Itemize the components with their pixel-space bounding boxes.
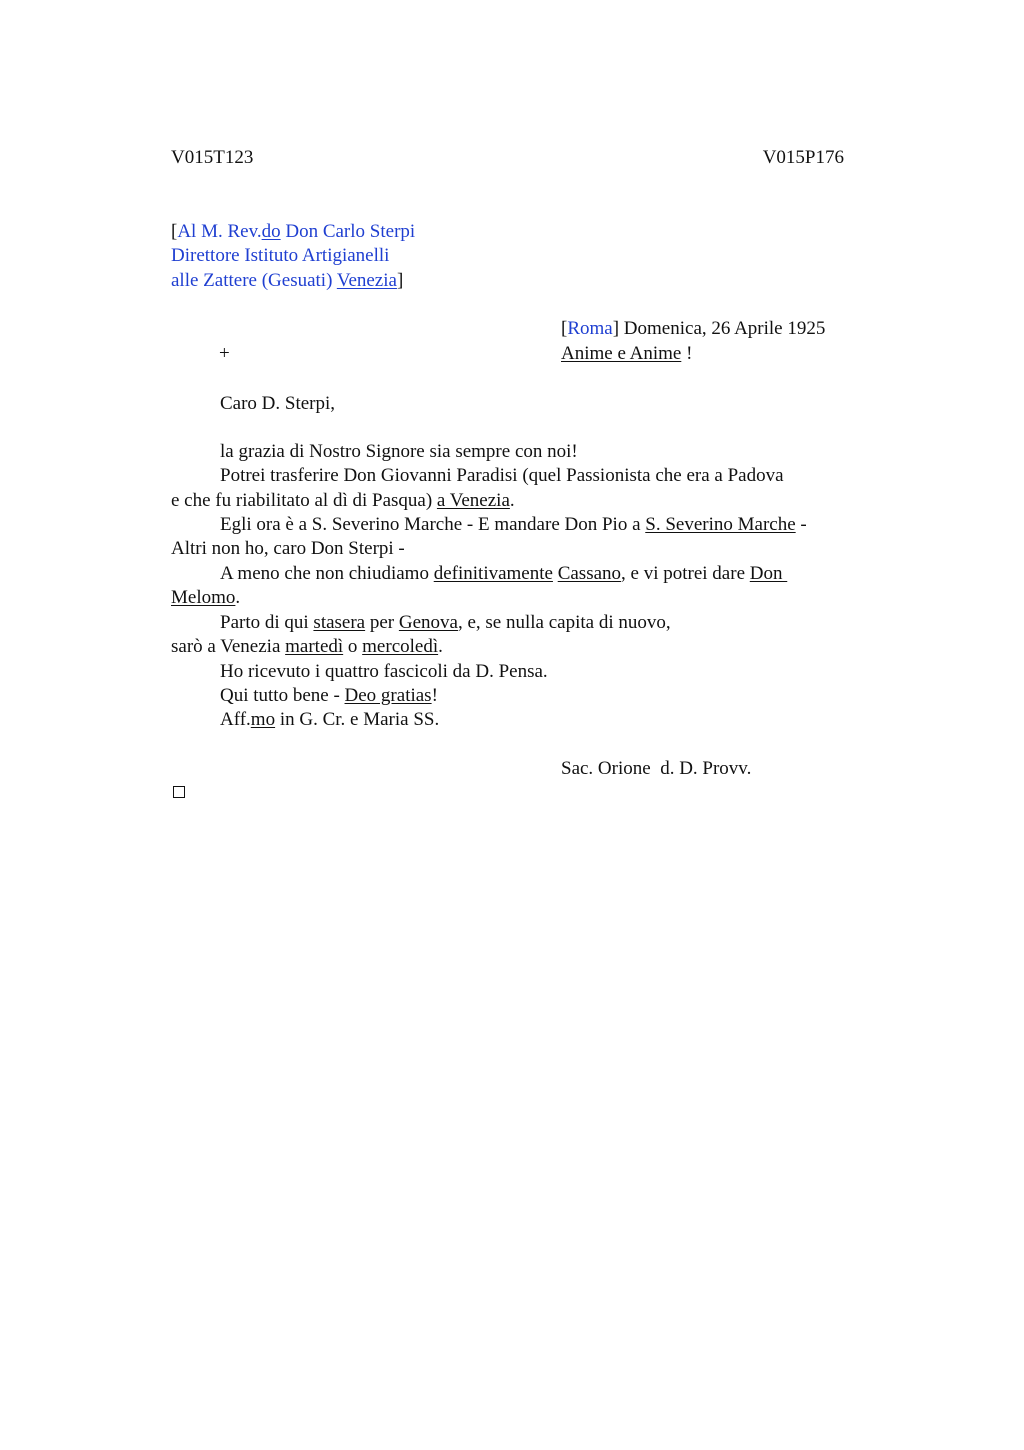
- address-line-2: Direttore Istituto Artigianelli: [171, 245, 390, 266]
- address-line-3: alle Zattere (Gesuati) Venezia]: [171, 270, 404, 291]
- document-code-right: V015P176: [762, 147, 844, 168]
- body-line: Qui tutto bene - Deo gratias!: [220, 685, 438, 706]
- body-line: Parto di qui stasera per Genova, e, se nulla capita di nuovo,: [220, 612, 671, 633]
- cross-symbol: +: [219, 343, 230, 364]
- closing-line: Aff.mo in G. Cr. e Maria SS.: [220, 709, 440, 730]
- end-box-icon: [173, 786, 185, 798]
- body-line: Egli ora è a S. Severino Marche - E mandare Don Pio a S. Severino Marche -: [220, 514, 807, 535]
- body-line: e che fu riabilitato al dì di Pasqua) a Venezia.: [171, 490, 515, 511]
- salutation: Caro D. Sterpi,: [220, 393, 336, 414]
- body-line: Potrei trasferire Don Giovanni Paradisi (quel Passionista che era a Padova: [220, 465, 784, 486]
- body-line: sarò a Venezia martedì o mercoledì.: [171, 636, 443, 657]
- document-code-left: V015T123: [171, 147, 254, 168]
- motto-line: Anime e Anime !: [561, 343, 693, 364]
- address-line-1: [Al M. Rev.do Don Carlo Sterpi: [171, 221, 416, 242]
- body-line: Ho ricevuto i quattro fascicoli da D. Pensa.: [220, 661, 548, 682]
- body-line: Melomo.: [171, 587, 241, 608]
- body-line: la grazia di Nostro Signore sia sempre con noi!: [220, 441, 578, 462]
- body-line: Altri non ho, caro Don Sterpi -: [171, 538, 405, 559]
- body-line: A meno che non chiudiamo definitivamente Cassano, e vi potrei dare Don: [220, 563, 788, 584]
- dateline: [Roma] Domenica, 26 Aprile 1925: [561, 318, 826, 339]
- signature: Sac. Orione d. D. Provv.: [561, 758, 752, 779]
